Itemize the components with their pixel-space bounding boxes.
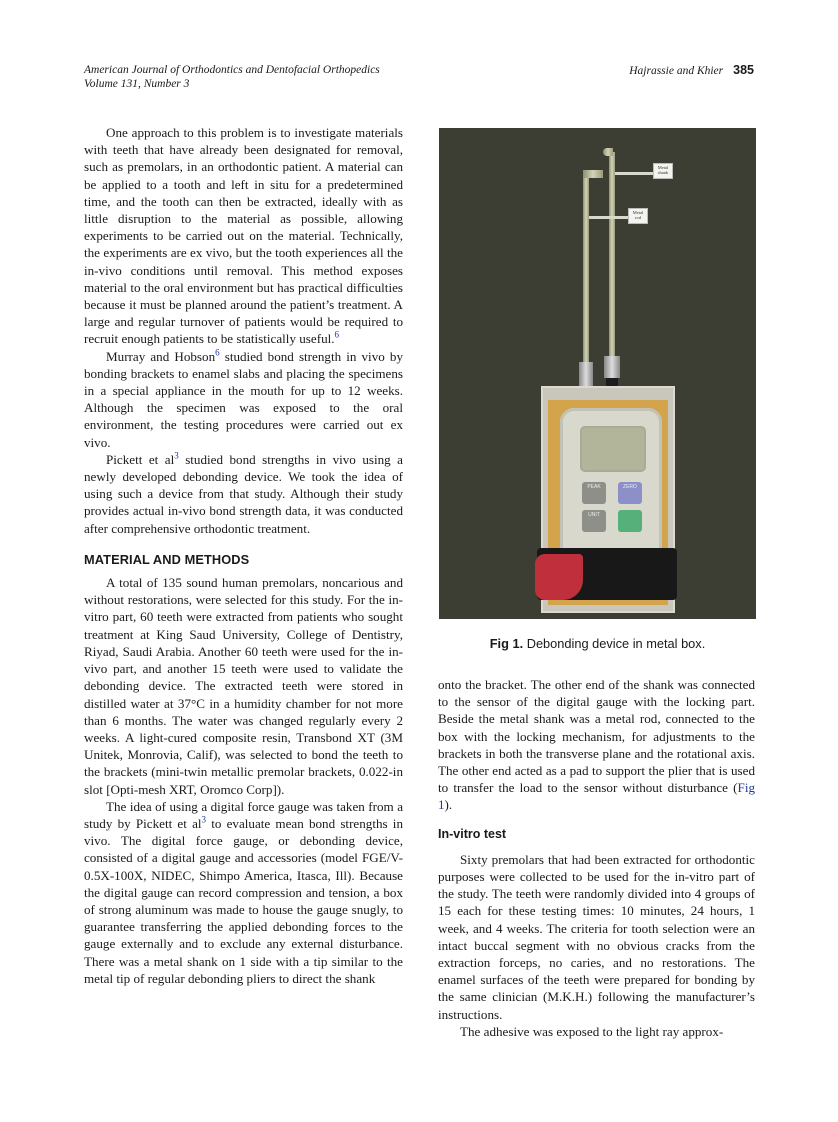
label-metal-rod: Metal rod xyxy=(628,208,648,224)
metal-shank-tip xyxy=(603,148,613,156)
page-number: 385 xyxy=(733,63,754,77)
journal-title: American Journal of Orthodontics and Dentofacial Orthopedics xyxy=(84,64,380,76)
paragraph: The adhesive was exposed to the light ray approx- xyxy=(460,1023,724,1039)
metal-shank xyxy=(609,152,615,378)
rod-connector xyxy=(579,362,593,386)
paragraph: Murray and Hobson$^6$ studied bond strength in vivo by bonding brackets to enamel slabs and placing the specimens in a special appliance in the mouth for up to 12 weeks. Although the specimen was exposed to the oral environment, the testing procedures were carried out ex vivo. xyxy=(84,347,403,450)
paragraph: Sixty premolars that had been extracted for orthodontic purposes were collected to be used for the in-vitro part of the study. The teeth were randomly divided into 4 groups of 15 each for these testing times: 10 minutes, 24 hours, 1 week, and 4 weeks. The criteria for tooth selection were an intact buccal segment with no obvious cracks from the extraction forceps, no caries, and no restorations. The enamel surfaces of the teeth were prepared for bonding by the same clinician (M.K.H.) following the manufacturer’s instructions. xyxy=(438,851,755,1022)
page-header-right xyxy=(629,63,754,78)
paragraph: A total of 135 sound human premolars, noncarious and without restorations, were selected for this study. For the in-vitro part, 60 teeth were extracted from patients who sought treatment at King Saud University, College of Dentistry, Riyad, Saudi Arabia. Another 60 teeth were used for the in-vivo part, and another 15 teeth were used to validate the debonding device. The extracted teeth were stored in distilled water at 37°C in a humidity chamber for not more than 6 months. The water was changed regularly every 2 weeks. A light-cured composite resin, Transbond XT (3M Unitek, Monrovia, Calif), was selected to bond the teeth to the brackets (mini-twin metallic premolar brackets, 0.022-in slot [Opti-mesh XRT, Oromco Corp]). xyxy=(84,575,403,797)
paragraph: onto the bracket. The other end of the shank was connected to the sensor of the digital gauge with the locking part. Beside the metal shank was a metal rod, connected to the box with the locking mechanism, for adjustments to the brackets in both the transverse plane and the rotational axis. The other end acted as a pad to support the plier that is used to transfer the load to the sensor without disturbance (Fig 1). xyxy=(438,677,755,813)
right-column xyxy=(438,676,755,1040)
label-metal-shank: Metal shank xyxy=(653,163,673,179)
unit-key: UNIT xyxy=(582,510,606,532)
metal-rod-tip xyxy=(583,170,603,178)
volume-issue: Volume 131, Number 3 xyxy=(84,78,190,90)
paragraph: Pickett et al$^3$ studied bond strengths in vivo using a newly developed debonding device. We took the idea of using such a device from that study. Although their study provides actual in-vivo bond strength data, it was conducted after comprehensive orthodontic treatment. xyxy=(84,450,403,536)
figure-caption: Fig 1. Debonding device in metal box. xyxy=(489,636,706,651)
section-heading: MATERIAL AND METHODS xyxy=(84,551,250,567)
velcro-strap-red xyxy=(535,554,583,600)
metal-rod xyxy=(583,173,589,378)
citation-link[interactable]: 6 xyxy=(215,347,220,358)
rod-pointer xyxy=(589,216,629,219)
metal-box xyxy=(541,386,675,613)
figure-label: Fig 1. xyxy=(489,636,524,651)
running-authors: Hajrassie and Khier xyxy=(629,65,724,77)
subsection-heading: In-vitro test xyxy=(438,826,507,841)
zero-key: ZERO xyxy=(618,482,642,504)
shank-connector xyxy=(604,356,620,378)
paragraph: One approach to this problem is to investigate materials with teeth that have already been designated for removal, such as premolars, in an orthodontic patient. A material can be applied to a tooth and left in situ for a predetermined time, and the tooth can then be extracted, ideally with as little disruption to the material as possible, allowing experiments to be carried out on the material. Technically, the experiments are ex vivo, but the tooth experiences all the in-vivo conditions until removal. This method exposes material to the oral environment but has practical difficulties because it must be planned around the patient’s treatment. A large and regular turnover of patients would be required to recruit enough patients to be statistically useful.$^6$ xyxy=(84,125,403,347)
shank-pointer xyxy=(615,172,655,175)
green-key xyxy=(618,510,642,532)
figure-photo xyxy=(439,128,756,619)
left-column xyxy=(84,124,403,987)
citation-link[interactable]: 6 xyxy=(334,330,340,341)
gauge-display xyxy=(580,426,646,472)
paragraph: The idea of using a digital force gauge was taken from a study by Pickett et al$^3$ to evaluate mean bond strengths in vivo. The digital force gauge, or debonding device, consisted of a digital gauge and accessories (model FGE/V-0.5X-100X, NIDEC, Shimpo America, Itasca, Ill). Because the digital gauge can record compression and tension, a box of strong aluminum was made to house the gauge snugly, to guarantee transferring the applied debonding forces to the gauge externally and to exclude any external disturbance. There was a metal shank on 1 side with a tip similar to the metal tip of regular debonding pliers to direct the shank xyxy=(84,798,403,986)
peak-key: PEAK xyxy=(582,482,606,504)
citation-link[interactable]: 3 xyxy=(174,450,179,461)
figure-link[interactable]: Fig 1 xyxy=(438,780,755,813)
citation-link[interactable]: 3 xyxy=(201,814,207,825)
journal-info xyxy=(84,63,380,91)
